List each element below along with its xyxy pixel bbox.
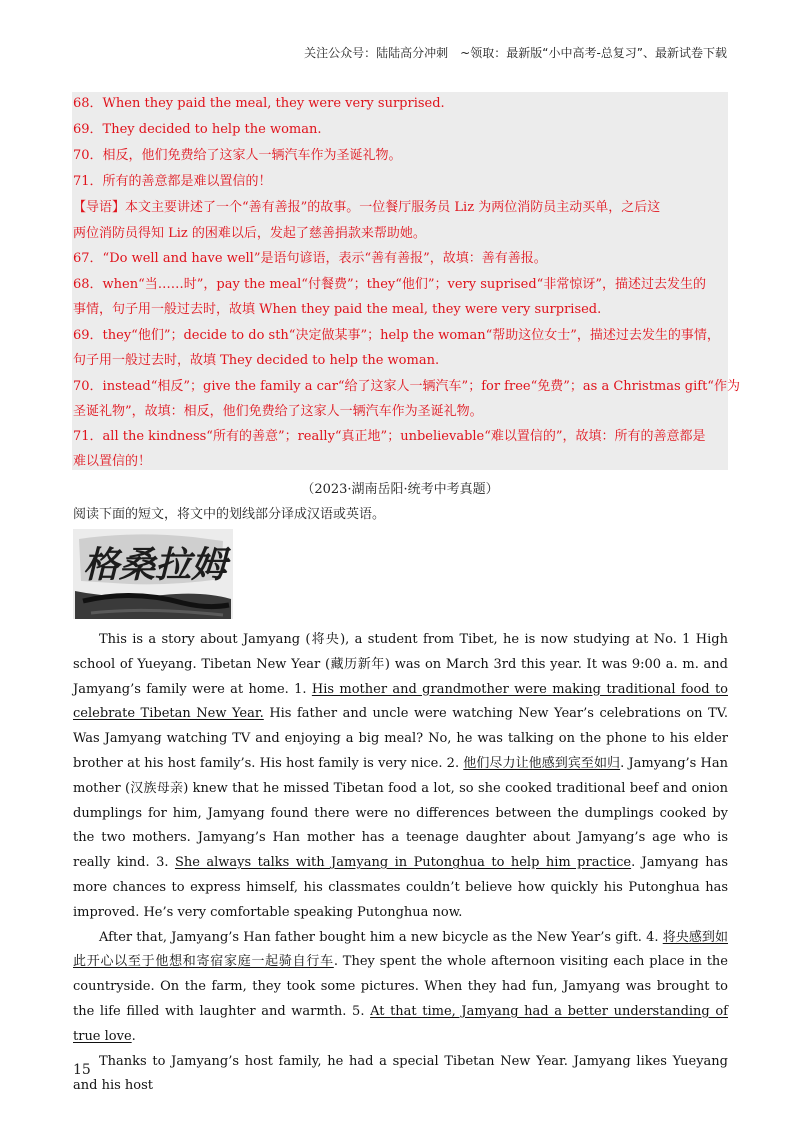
exam-source: （2023·湖南岳阳·统考中考真题） [301,482,499,497]
underlined-item-3: She always talks with Jamyang in Putonghua to help him practice [174,855,632,871]
answer-line: 71．all the kindness“所有的善意”；really“真正地”；unbelievable“难以置信的”，故填：所有的善意都是 [73,429,706,444]
instruction-text: 阅读下面的短文，将文中的划线部分译成汉语或英语。 [73,507,386,522]
passage-text: . Jamyang has more chances to express himself, his classmates couldn’t believe how quickly his Putonghua has improved. He’s very comfortable speaking Putonghua now. [73,855,728,920]
answer-line: 70．instead“相反”；give the family a car“给了这家人一辆汽车”；for free“免费”；as a Christmas gift“作为 [73,379,740,394]
answer-line: 两位消防员得知 Liz 的困难以后，发起了慈善捐款来帮助她。 [73,226,426,241]
answer-line: 【导语】本文主要讲述了一个“善有善报”的故事。一位餐厅服务员 Liz 为两位消防员主动买单，之后这 [73,200,661,215]
passage-text: This is a story about Jamyang (将央), a student from Tibet, he is now studying at No. 1 High school of Yueyang. Tibetan New Year (藏历新年) was on March 3rd this year. It was 9:00 a. m. and Jamyang’s family were at home. 1. [73,632,728,697]
passage-text: . [131,1028,136,1044]
passage-text: Thanks to Jamyang’s host family, he had a special Tibetan New Year. Jamyang likes Yueyang and his host [73,1053,728,1094]
passage-text: . Jamyang’s Han mother (汉族母亲) knew that he missed Tibetan food a lot, so she cooked traditional beef and onion dumplings for him, Jamyang found there were no differences between the dumplings cooked by the two mothers. Jamyang’s Han mother has a teenage daughter about Jamyang’s age who is really kind. 3. [73,755,728,871]
underlined-item-2: 他们尽力让他感到宾至如归 [463,755,621,771]
answer-line: 68．When they paid the meal, they were very surprised. [73,96,445,111]
answer-line: 69．they“他们”；decide to do sth“决定做某事”；help the woman“帮助这位女士”，描述过去发生的事情， [73,328,720,343]
answer-line: 68．when“当……时”，pay the meal“付餐费”；they“他们”；very suprised“非常惊讶”，描述过去发生的 [73,277,706,292]
page-number: 15 [73,1062,91,1078]
title-image-artwork [73,529,233,619]
answer-line: 67．“Do well and have well”是语句谚语，表示“善有善报”，故填：善有善报。 [73,251,547,266]
underlined-item-4: 将央感到如此开心以至于他想和寄宿家庭一起骑自行车 [73,929,728,970]
passage [73,628,728,1099]
title-image [73,529,233,619]
answer-line: 圣诞礼物”，故填：相反，他们免费给了这家人一辆汽车作为圣诞礼物。 [73,404,483,419]
passage-text: . They spent the whole afternoon visiting each place in the countryside. On the farm, they took some pictures. When they had fun, Jamyang was brought to the life filled with laughter and warmth. 5. [73,954,728,1019]
passage-paragraph-3 [73,1050,728,1100]
passage-text: His father and uncle were watching New Year’s celebrations on TV. Was Jamyang watching TV and enjoying a big meal? No, he was talking on the phone to his elder brother at his host family’s. His host family is very nice. 2. [73,706,728,771]
answer-line: 69．They decided to help the woman. [73,122,322,137]
underlined-item-5: At that time, Jamyang had a better understanding of true love [73,1003,728,1044]
answer-line: 事情，句子用一般过去时，故填 When they paid the meal, they were very surprised. [73,302,602,317]
answer-line: 难以置信的！ [73,454,152,469]
passage-text: After that, Jamyang’s Han father bought him a new bicycle as the New Year’s gift. 4. [99,929,663,945]
passage-paragraph-1 [73,628,728,926]
answer-line: 句子用一般过去时，故填 They decided to help the woman. [73,353,440,368]
answer-line: 70．相反，他们免费给了这家人一辆汽车作为圣诞礼物。 [73,148,402,163]
page-header: 关注公众号：陆陆高分冲刺 ~领取：最新版“小中高考-总复习”、最新试卷下载 [304,46,727,60]
passage-paragraph-2 [73,926,728,1050]
title-image-lettering: 格桑拉姆 [83,544,228,586]
underlined-item-1: His mother and grandmother were making traditional food to celebrate Tibetan New Year. [73,681,728,722]
answer-line: 71．所有的善意都是难以置信的！ [73,174,272,189]
